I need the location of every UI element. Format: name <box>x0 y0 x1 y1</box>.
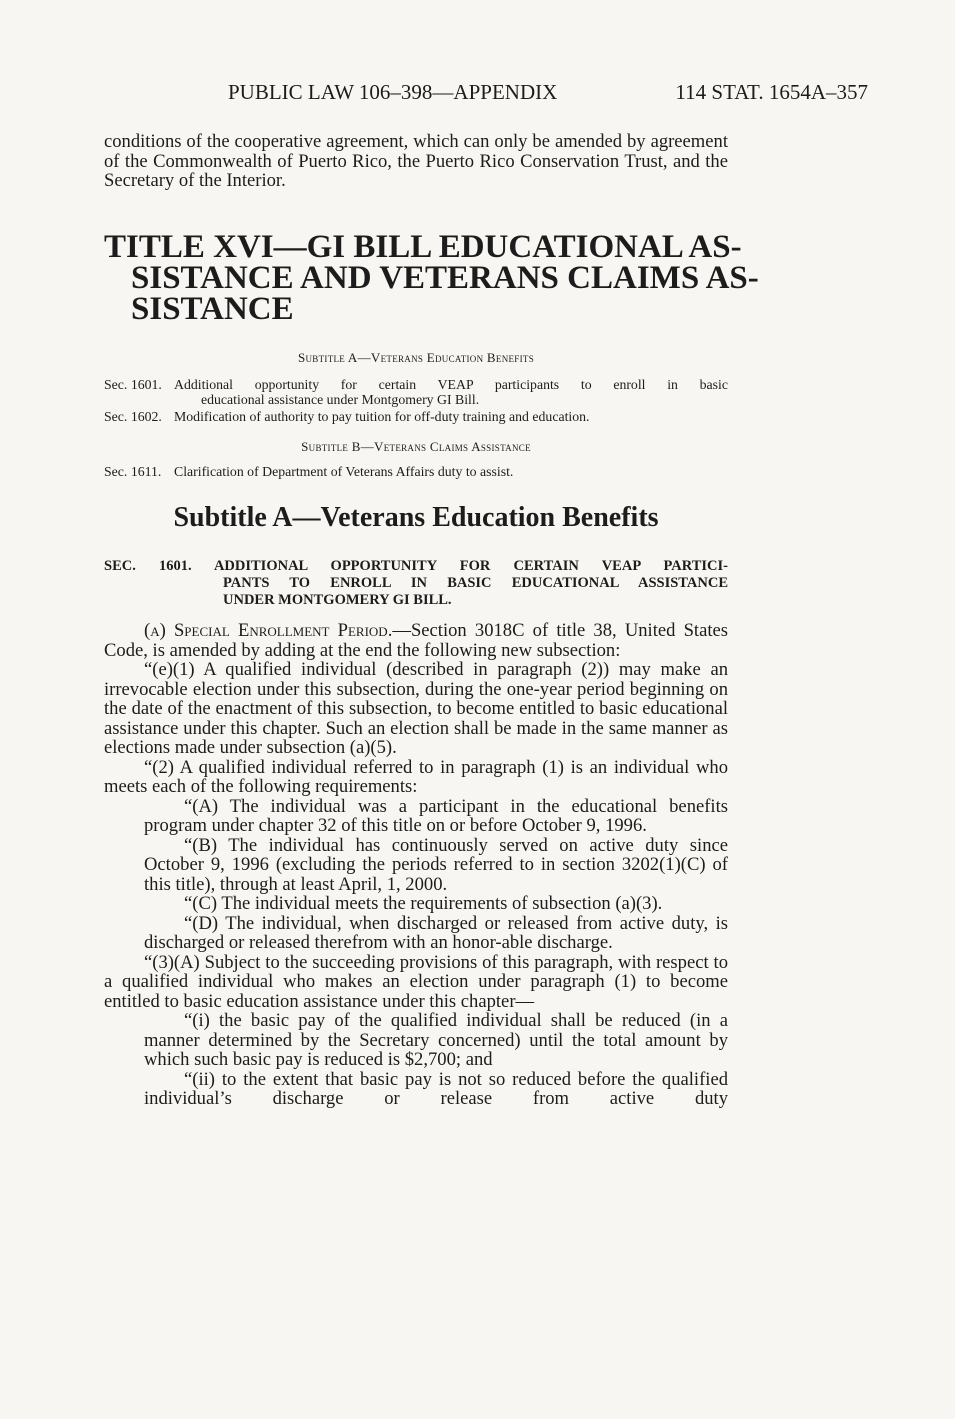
title-heading <box>104 229 759 327</box>
paragraph-3A: “(3)(A) Subject to the succeeding provisions of this paragraph, with respect to a qualified individual who makes an election under paragraph (1) to become entitled to basic education assistance under this chapter— <box>104 951 728 1012</box>
toc-subtitle-a: Subtitle A—Veterans Education Benefits <box>297 350 535 365</box>
paragraph-D: “(D) The individual, when discharged or released from active duty, is discharged or released therefrom with an honor-able discharge. <box>144 912 728 953</box>
toc-subtitle-b: Subtitle B—Veterans Claims Assistance <box>301 439 531 454</box>
paragraph-i: “(i) the basic pay of the qualified individual shall be reduced (in a manner determined by the Secretary concerned) until the total amount by which such basic pay is reduced is $2,700; and <box>144 1010 728 1070</box>
toc-sec-number: Sec. 1601. <box>104 377 162 392</box>
paragraph-a-text: —Section 3018C of title 38, United States Code, is amended by adding at the end the following new subsection: <box>104 620 729 661</box>
toc-sec-text: Additional opportunity for certain VEAP participants to enroll in basic <box>174 377 728 392</box>
header-stat-citation: 114 STAT. 1654A–357 <box>675 80 868 104</box>
section-heading-line-1: SEC. 1601. ADDITIONAL OPPORTUNITY FOR CERTAIN VEAP PARTICI- <box>104 558 728 574</box>
toc-sec-number: Sec. 1611. <box>104 464 162 479</box>
toc-sec-text-cont: educational assistance under Montgomery GI Bill. <box>201 392 480 407</box>
section-body <box>104 621 728 1109</box>
toc-entry-1602 <box>104 409 728 424</box>
toc-entry-1611 <box>104 464 728 479</box>
toc-entry-1601 <box>104 377 728 407</box>
paragraph-ii: “(ii) to the extent that basic pay is not so reduced before the qualified individual’s discharge or release from active duty <box>144 1068 728 1109</box>
section-heading-line-2: PANTS TO ENROLL IN BASIC EDUCATIONAL ASSISTANCE <box>223 575 728 591</box>
subtitle-heading: Subtitle A—Veterans Education Benefits <box>173 502 659 533</box>
title-line-3: SISTANCE <box>131 291 294 327</box>
toc-sec-number: Sec. 1602. <box>104 409 162 424</box>
intro-paragraph: conditions of the cooperative agreement, which can only be amended by agreement of the Commonwealth of Puerto Rico, the Puerto Rico Conservation Trust, and the Secretary of the Interior. <box>104 131 728 191</box>
header-law-title: PUBLIC LAW 106–398—APPENDIX <box>228 80 558 104</box>
toc-sec-text: Modification of authority to pay tuition for off-duty training and education. <box>174 409 590 424</box>
running-header <box>228 80 868 110</box>
section-heading-line-3: UNDER MONTGOMERY GI BILL. <box>223 592 452 608</box>
section-heading <box>104 558 728 609</box>
paragraph-A: “(A) The individual was a participant in the educational benefits program under chapter 32 of this title on or before October 9, 1996. <box>144 795 728 836</box>
paragraph-B: “(B) The individual has continuously served on active duty since October 9, 1996 (excluding the periods referred to in section 3202(1)(C) of this title), through at least April, 1, 2000. <box>144 834 728 895</box>
paragraph-a <box>104 621 728 660</box>
paragraph-C: “(C) The individual meets the requirements of subsection (a)(3). <box>184 893 663 914</box>
paragraph-2: “(2) A qualified individual referred to in paragraph (1) is an individual who meets each of the following requirements: <box>104 756 728 797</box>
toc-sec-text: Clarification of Department of Veterans Affairs duty to assist. <box>174 464 514 479</box>
paragraph-a-label: (a) Special Enrollment Period. <box>144 620 393 641</box>
title-line-2: SISTANCE AND VETERANS CLAIMS AS- <box>131 260 759 296</box>
paragraph-e1: “(e)(1) A qualified individual (described in paragraph (2)) may make an irrevocable election under this subsection, during the one-year period beginning on the date of the enactment of this subsection, to become entitled to basic educational assistance under this chapter. Such an election shall be made in the same manner as elections made under subsection (a)(5). <box>104 659 728 758</box>
title-line-1: TITLE XVI—GI BILL EDUCATIONAL AS- <box>104 229 742 265</box>
